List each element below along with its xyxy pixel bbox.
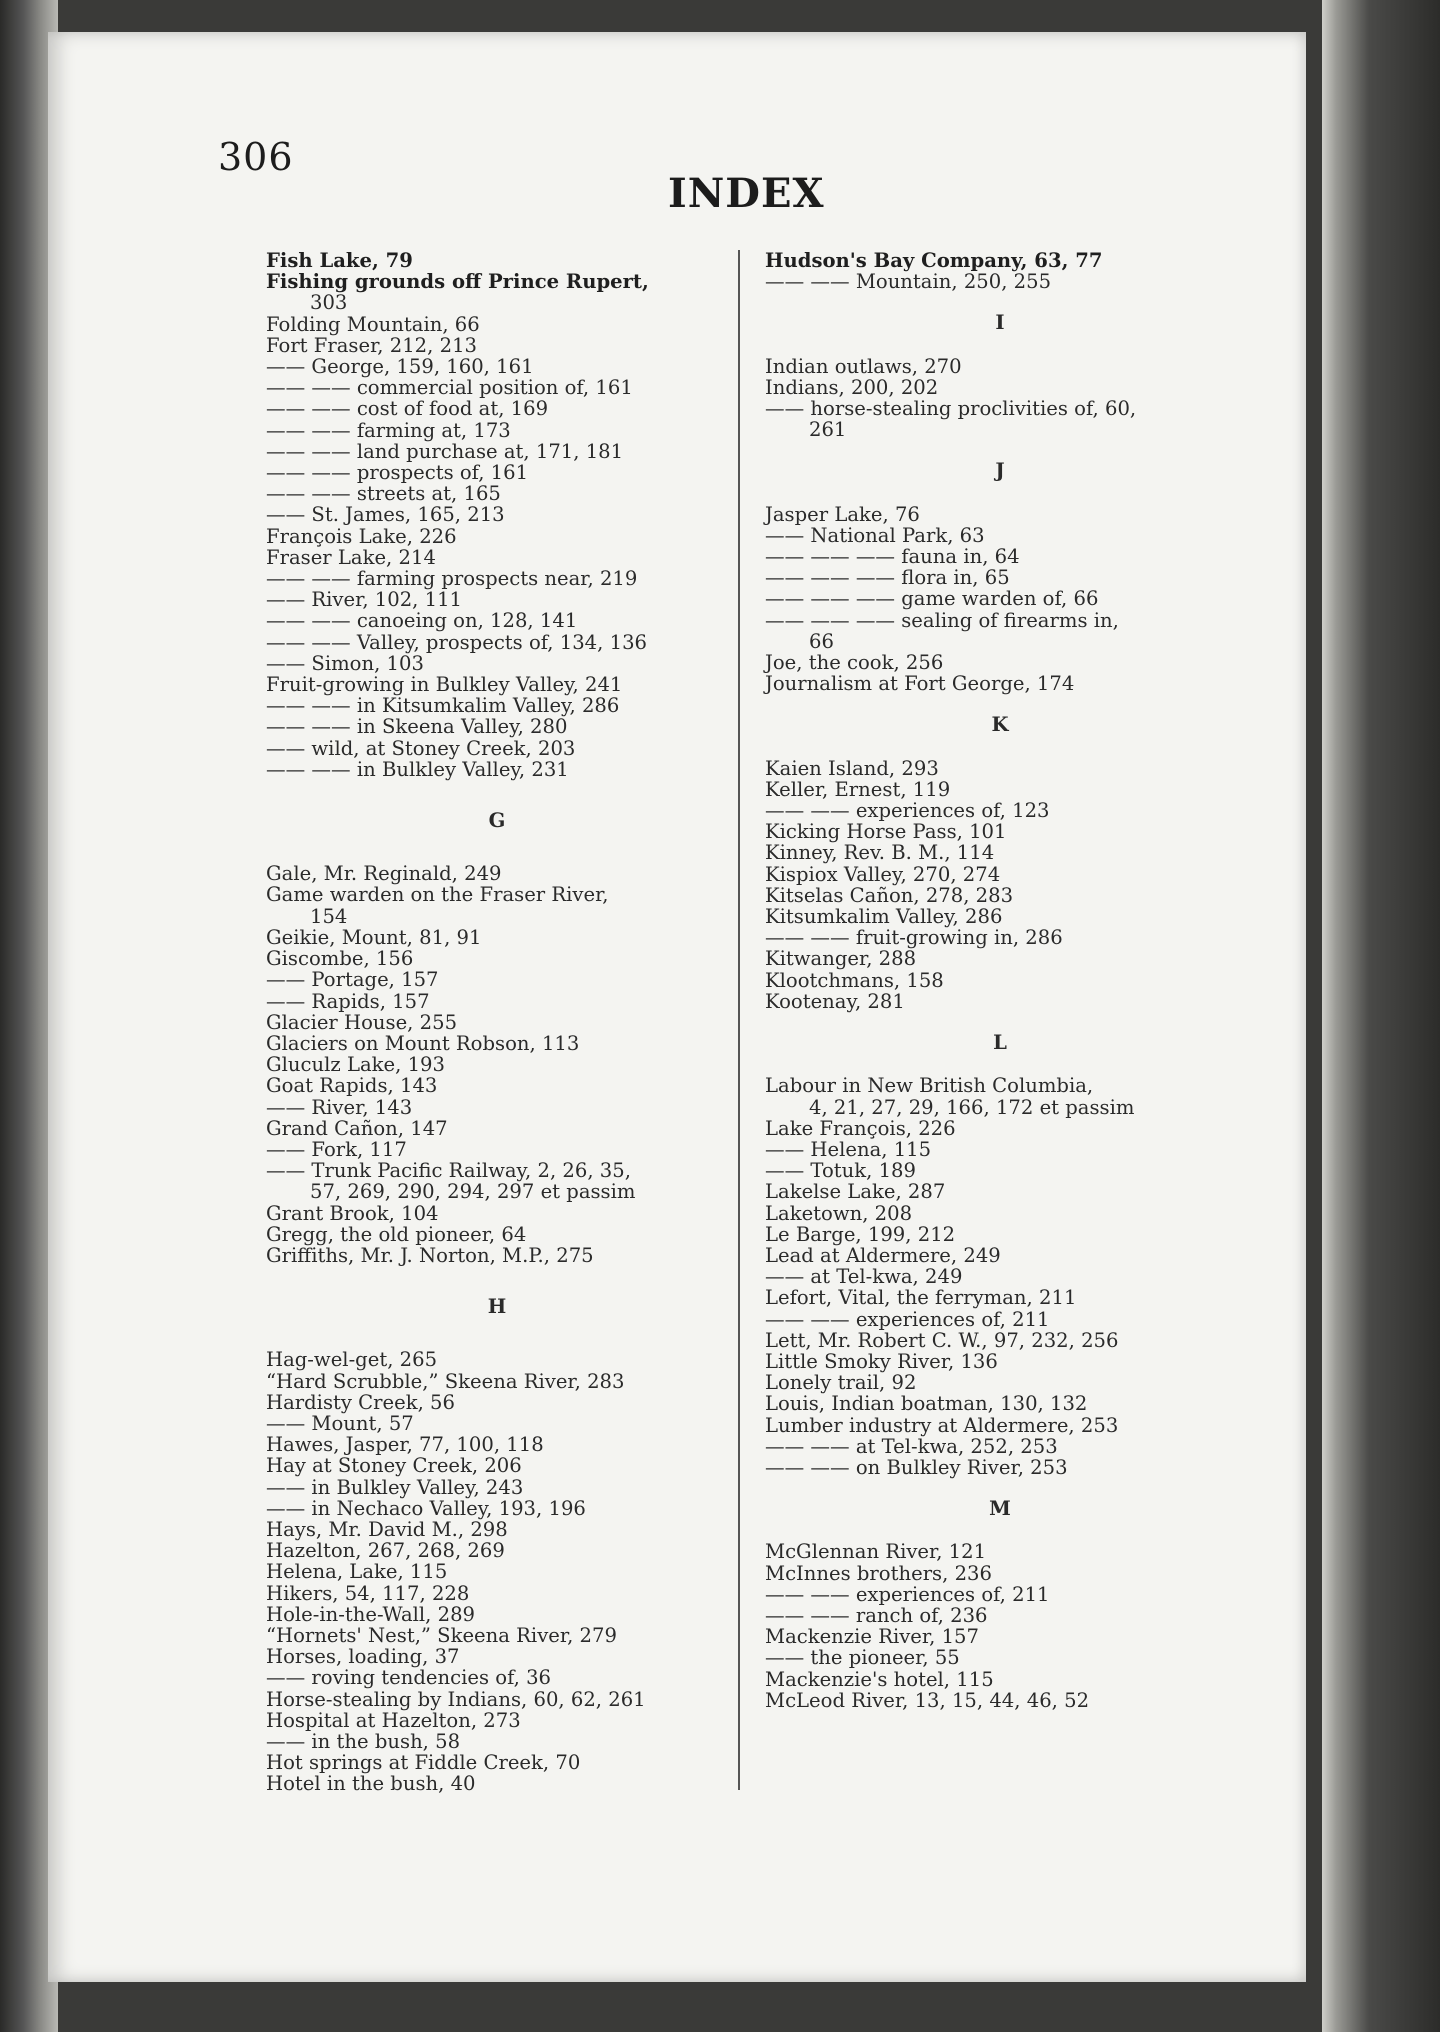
index-entry: Hays, Mr. David M., 298 bbox=[266, 1517, 508, 1541]
index-entry: —— —— experiences of, 211 bbox=[765, 1307, 1050, 1331]
index-entry: Hawes, Jasper, 77, 100, 118 bbox=[266, 1433, 544, 1457]
index-entry: Mackenzie's hotel, 115 bbox=[765, 1667, 994, 1691]
index-entry: —— wild, at Stoney Creek, 203 bbox=[266, 736, 576, 760]
index-entry: —— —— —— fauna in, 64 bbox=[765, 545, 1020, 569]
index-entry: 261 bbox=[809, 418, 847, 442]
section-letter: K bbox=[991, 713, 1009, 737]
index-entry: Gregg, the old pioneer, 64 bbox=[266, 1222, 527, 1246]
index-entry: Lakelse Lake, 287 bbox=[765, 1180, 946, 1204]
index-entry: Fraser Lake, 214 bbox=[266, 545, 436, 569]
index-entry: Kispiox Valley, 270, 274 bbox=[765, 862, 1001, 886]
index-entry: McGlennan River, 121 bbox=[765, 1540, 987, 1564]
index-entry: 66 bbox=[809, 629, 834, 653]
index-entry: Kootenay, 281 bbox=[765, 989, 905, 1013]
index-entry: —— in Nechaco Valley, 193, 196 bbox=[266, 1496, 586, 1520]
index-entry: Griffiths, Mr. J. Norton, M.P., 275 bbox=[266, 1243, 594, 1267]
index-entry: Horse-stealing by Indians, 60, 62, 261 bbox=[266, 1687, 646, 1711]
index-entry: Goat Rapids, 143 bbox=[266, 1074, 438, 1098]
index-entry: Gale, Mr. Reginald, 249 bbox=[266, 862, 502, 886]
index-entry: —— —— land purchase at, 171, 181 bbox=[266, 439, 624, 463]
index-entry: —— —— in Kitsumkalim Valley, 286 bbox=[266, 694, 620, 718]
index-entry: Kitwanger, 288 bbox=[765, 947, 917, 971]
index-entry: Lonely trail, 92 bbox=[765, 1371, 917, 1395]
index-entry: —— —— experiences of, 211 bbox=[765, 1582, 1050, 1606]
index-entry: 154 bbox=[310, 904, 348, 928]
index-entry: Keller, Ernest, 119 bbox=[765, 777, 951, 801]
index-entry: —— —— Mountain, 250, 255 bbox=[765, 270, 1052, 294]
index-entry: —— horse-stealing proclivities of, 60, bbox=[765, 397, 1137, 421]
index-entry: “Hard Scrubble,” Skeena River, 283 bbox=[266, 1369, 625, 1393]
index-entry: Grant Brook, 104 bbox=[266, 1201, 439, 1225]
index-entry: —— —— fruit-growing in, 286 bbox=[765, 926, 1063, 950]
index-entry: Hudson's Bay Company, 63, 77 bbox=[765, 249, 1103, 272]
index-entry: Lead at Aldermere, 249 bbox=[765, 1243, 1001, 1267]
index-entry: Lett, Mr. Robert C. W., 97, 232, 256 bbox=[765, 1328, 1119, 1352]
index-entry: —— roving tendencies of, 36 bbox=[266, 1666, 552, 1690]
index-entry: —— Portage, 157 bbox=[266, 968, 439, 992]
index-entry: Mackenzie River, 157 bbox=[765, 1625, 979, 1649]
index-entry: Lefort, Vital, the ferryman, 211 bbox=[765, 1286, 1077, 1310]
index-entry: Glacier House, 255 bbox=[266, 1010, 458, 1034]
index-entry: Fort Fraser, 212, 213 bbox=[266, 333, 478, 357]
index-entry: —— the pioneer, 55 bbox=[765, 1646, 960, 1670]
page-title: INDEX bbox=[668, 170, 825, 217]
page-number: 306 bbox=[218, 135, 294, 179]
index-entry: —— National Park, 63 bbox=[765, 523, 985, 547]
index-entry: —— —— prospects of, 161 bbox=[266, 461, 529, 485]
index-entry: Game warden on the Fraser River, bbox=[266, 883, 609, 907]
index-column-left bbox=[266, 250, 728, 1795]
index-entry: —— in Bulkley Valley, 243 bbox=[266, 1475, 524, 1499]
index-entry: —— —— cost of food at, 169 bbox=[266, 397, 549, 421]
index-entry: —— —— farming at, 173 bbox=[266, 418, 511, 442]
index-entry: Hotel in the bush, 40 bbox=[266, 1772, 476, 1796]
index-entry: Little Smoky River, 136 bbox=[765, 1349, 998, 1373]
index-entry: Kitsumkalim Valley, 286 bbox=[765, 905, 1003, 929]
index-entry: —— Rapids, 157 bbox=[266, 989, 430, 1013]
index-entry: —— St. James, 165, 213 bbox=[266, 503, 505, 527]
index-entry: Kicking Horse Pass, 101 bbox=[765, 820, 1007, 844]
index-entry: —— —— in Bulkley Valley, 231 bbox=[266, 757, 569, 781]
index-entry: Journalism at Fort George, 174 bbox=[765, 672, 1075, 696]
index-entry: Indian outlaws, 270 bbox=[765, 354, 962, 378]
index-entry: —— —— —— flora in, 65 bbox=[765, 566, 1010, 590]
index-entry: —— —— —— game warden of, 66 bbox=[765, 587, 1099, 611]
index-entry: —— —— streets at, 165 bbox=[266, 482, 501, 506]
index-entry: 4, 21, 27, 29, 166, 172 et passim bbox=[809, 1095, 1135, 1119]
index-entry: Geikie, Mount, 81, 91 bbox=[266, 925, 482, 949]
index-entry: Hole-in-the-Wall, 289 bbox=[266, 1602, 476, 1626]
index-entry: Giscombe, 156 bbox=[266, 947, 414, 971]
index-entry: Joe, the cook, 256 bbox=[765, 651, 944, 675]
index-entry: 57, 269, 290, 294, 297 et passim bbox=[310, 1180, 636, 1204]
column-divider bbox=[738, 250, 740, 1790]
index-entry: Lake François, 226 bbox=[765, 1116, 956, 1140]
index-entry: —— at Tel-kwa, 249 bbox=[765, 1265, 963, 1289]
section-letter: L bbox=[993, 1031, 1007, 1055]
index-entry: François Lake, 226 bbox=[266, 524, 457, 548]
index-entry: Labour in New British Columbia, bbox=[765, 1074, 1094, 1098]
index-entry: Grand Cañon, 147 bbox=[266, 1116, 448, 1140]
index-entry: 303 bbox=[310, 291, 348, 315]
index-entry: —— —— in Skeena Valley, 280 bbox=[266, 715, 568, 739]
index-entry: Hag-wel-get, 265 bbox=[266, 1348, 438, 1372]
index-entry: Kitselas Cañon, 278, 283 bbox=[765, 883, 1014, 907]
book-edge-shadow bbox=[1322, 0, 1440, 2032]
index-entry: Hardisty Creek, 56 bbox=[266, 1390, 455, 1414]
index-column-right bbox=[765, 250, 1235, 1711]
index-entry: —— —— —— sealing of firearms in, bbox=[765, 608, 1119, 632]
index-entry: Hay at Stoney Creek, 206 bbox=[266, 1454, 522, 1478]
index-entry: —— Totuk, 189 bbox=[765, 1159, 916, 1183]
index-entry: Folding Mountain, 66 bbox=[266, 312, 480, 336]
index-entry: Indians, 200, 202 bbox=[765, 375, 939, 399]
index-entry: Kinney, Rev. B. M., 114 bbox=[765, 841, 995, 865]
index-entry: Hikers, 54, 117, 228 bbox=[266, 1581, 470, 1605]
index-entry: —— —— Valley, prospects of, 134, 136 bbox=[266, 630, 648, 654]
index-entry: —— —— commercial position of, 161 bbox=[266, 376, 633, 400]
index-entry: —— —— ranch of, 236 bbox=[765, 1603, 988, 1627]
index-entry: —— River, 102, 111 bbox=[266, 588, 463, 612]
index-entry: —— —— farming prospects near, 219 bbox=[266, 567, 638, 591]
index-entry: McLeod River, 13, 15, 44, 46, 52 bbox=[765, 1688, 1090, 1712]
index-entry: Lumber industry at Aldermere, 253 bbox=[765, 1413, 1119, 1437]
index-entry: —— Trunk Pacific Railway, 2, 26, 35, bbox=[266, 1159, 631, 1183]
index-entry: Klootchmans, 158 bbox=[765, 968, 944, 992]
index-entry: —— Fork, 117 bbox=[266, 1137, 407, 1161]
index-entry: —— Mount, 57 bbox=[266, 1411, 414, 1435]
section-letter: M bbox=[989, 1497, 1011, 1521]
index-entry: Laketown, 208 bbox=[765, 1201, 913, 1225]
index-entry: Jasper Lake, 76 bbox=[765, 502, 920, 526]
index-entry: Glaciers on Mount Robson, 113 bbox=[266, 1031, 580, 1055]
index-entry: —— George, 159, 160, 161 bbox=[266, 355, 534, 379]
index-entry: Fish Lake, 79 bbox=[266, 249, 413, 272]
index-entry: Le Barge, 199, 212 bbox=[765, 1222, 956, 1246]
index-entry: —— in the bush, 58 bbox=[266, 1730, 461, 1753]
index-entry: Hospital at Hazelton, 273 bbox=[266, 1708, 521, 1732]
index-entry: “Hornets' Nest,” Skeena River, 279 bbox=[266, 1623, 617, 1647]
index-entry: —— —— experiences of, 123 bbox=[765, 799, 1050, 823]
section-letter: G bbox=[488, 809, 506, 833]
index-entry: —— —— at Tel-kwa, 252, 253 bbox=[765, 1434, 1058, 1458]
index-entry: —— Simon, 103 bbox=[266, 651, 424, 675]
index-entry: Horses, loading, 37 bbox=[266, 1645, 460, 1669]
index-entry: Fruit-growing in Bulkley Valley, 241 bbox=[266, 673, 623, 697]
index-entry: Hot springs at Fiddle Creek, 70 bbox=[266, 1751, 581, 1775]
index-entry: Louis, Indian boatman, 130, 132 bbox=[765, 1392, 1088, 1416]
section-letter: J bbox=[995, 459, 1005, 483]
index-entry: —— —— canoeing on, 128, 141 bbox=[266, 609, 578, 633]
index-entry: —— Helena, 115 bbox=[765, 1137, 932, 1161]
index-entry: Fishing grounds off Prince Rupert, bbox=[266, 270, 649, 294]
index-entry: Kaien Island, 293 bbox=[765, 756, 939, 780]
index-entry: —— —— on Bulkley River, 253 bbox=[765, 1455, 1068, 1479]
index-entry: Helena, Lake, 115 bbox=[266, 1560, 448, 1584]
section-letter: H bbox=[487, 1295, 507, 1319]
index-entry: McInnes brothers, 236 bbox=[765, 1561, 992, 1585]
index-entry: Gluculz Lake, 193 bbox=[266, 1053, 445, 1077]
index-entry: —— River, 143 bbox=[266, 1095, 413, 1119]
index-entry: Hazelton, 267, 268, 269 bbox=[266, 1539, 505, 1563]
section-letter: I bbox=[995, 311, 1005, 335]
